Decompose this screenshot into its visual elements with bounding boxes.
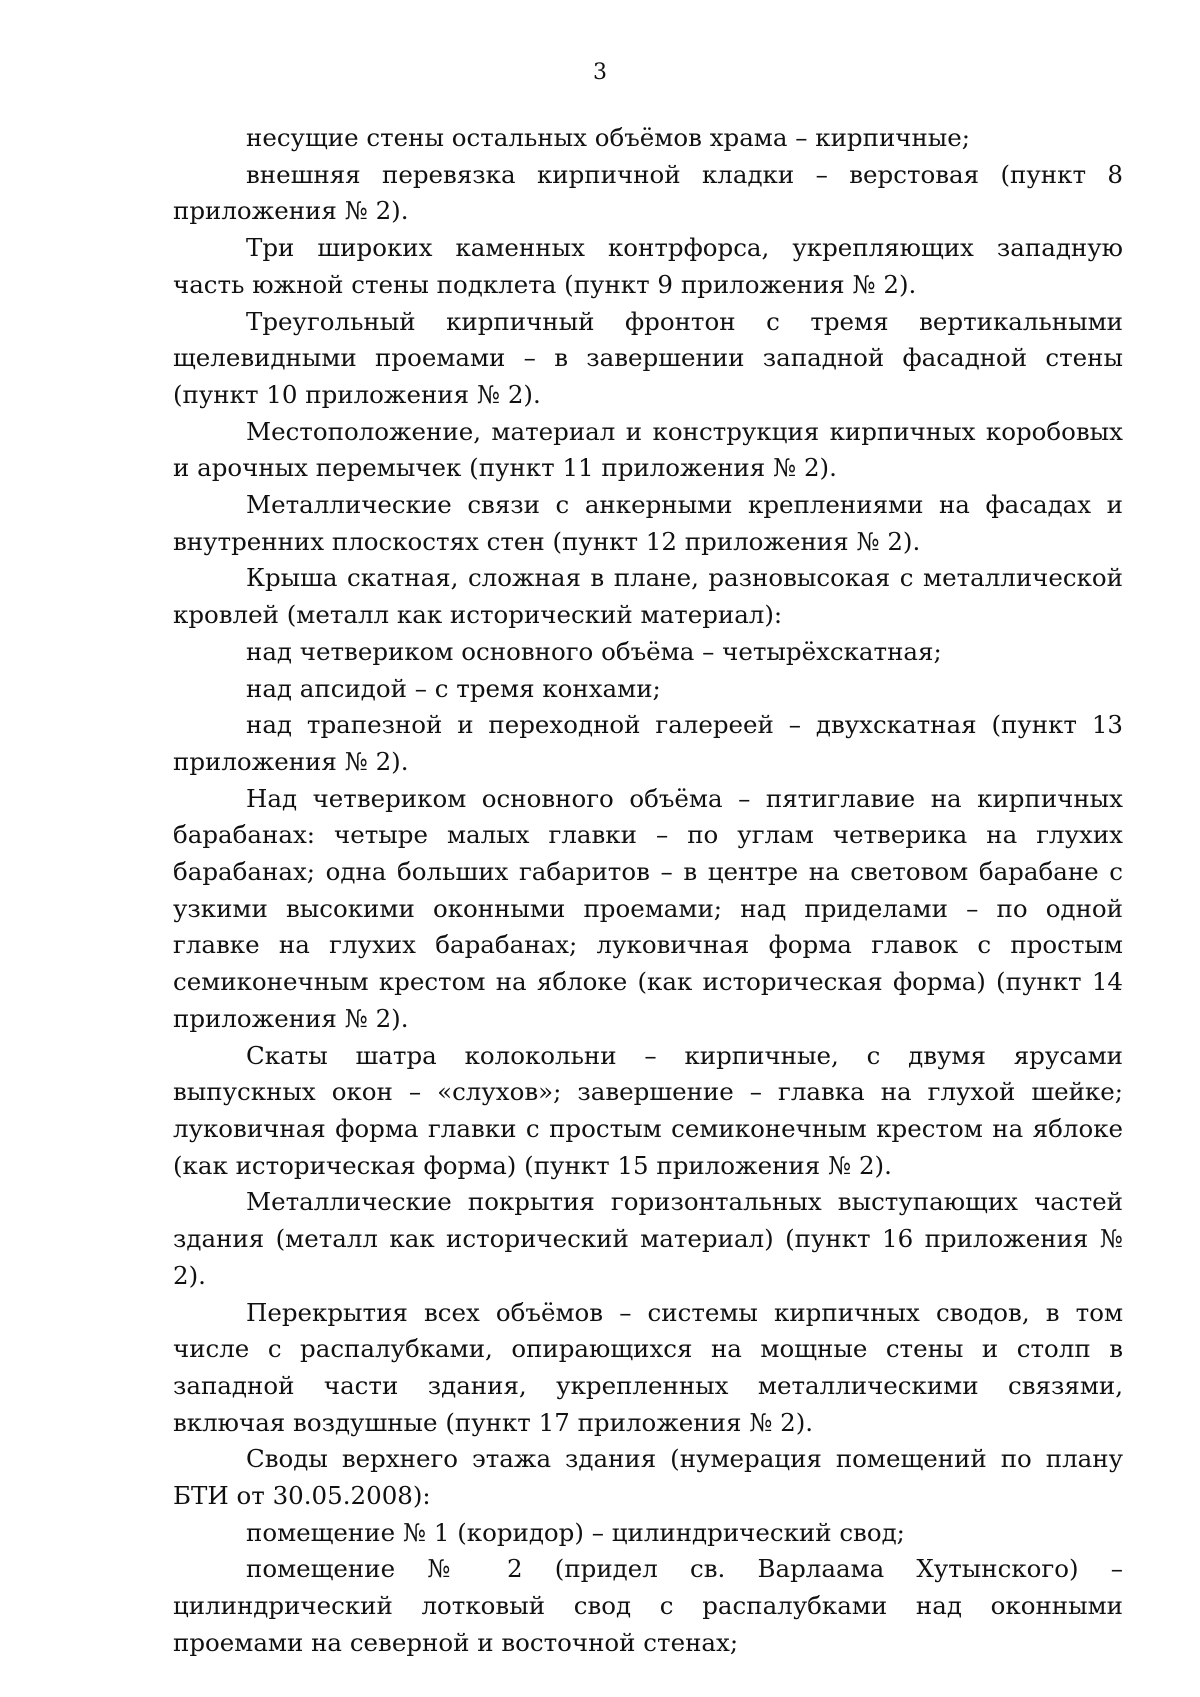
paragraph: Три широких каменных контрфорса, укрепляющих западную часть южной стены подклета (пункт 9 приложения № 2). [173, 233, 1123, 299]
paragraph: Металлические покрытия горизонтальных выступающих частей здания (металл как исторический материал) (пункт 16 приложения № 2). [173, 1187, 1123, 1290]
paragraph: Перекрытия всех объёмов – системы кирпичных сводов, в том числе с распалубками, опирающихся на мощные стены и столп в западной части здания, укрепленных металлическими связями, включая воздушные (пункт 17 приложения № 2). [173, 1297, 1123, 1437]
paragraph: Своды верхнего этажа здания (нумерация помещений по плану БТИ от 30.05.2008): [173, 1444, 1123, 1511]
paragraph: Над четвериком основного объёма – пятиглавие на кирпичных барабанах: четыре малых главки – по углам четверика на глухих барабанах; одна больших габаритов – в центре на световом барабане с узкими высокими оконными проемами; над приделами – по одной главке на глухих барабанах; луковичная форма главок с простым семиконечным крестом на яблоке (как историческая форма) (пункт 14 приложения № 2). [173, 783, 1123, 1033]
paragraph: Скаты шатра колокольни – кирпичные, с двумя ярусами выпускных окон – «слухов»; завершение – главка на глухой шейке; луковичная форма главки с простым семиконечным крестом на яблоке (как историческая форма) (пункт 15 приложения № 2). [173, 1040, 1123, 1180]
paragraph: несущие стены остальных объёмов храма – кирпичные; [246, 123, 971, 152]
paragraph: над четвериком основного объёма – четырёхскатная; [246, 636, 942, 666]
document-body [173, 120, 1123, 1662]
paragraph: Треугольный кирпичный фронтон с тремя вертикальными щелевидными проемами – в завершении западной фасадной стены (пункт 10 приложения № 2). [173, 306, 1123, 409]
paragraph: Крыша скатная, сложная в плане, разновысокая с металлической кровлей (металл как исторический материал): [173, 563, 1123, 630]
paragraph: помещение № 1 (коридор) – цилиндрический свод; [246, 1517, 905, 1547]
paragraph: Местоположение, материал и конструкция кирпичных коробовых и арочных перемычек (пункт 11 приложения № 2). [173, 416, 1123, 483]
paragraph: над апсидой – с тремя конхами; [246, 673, 661, 703]
paragraph: помещение № 2 (придел св. Варлаама Хутынского) – цилиндрический лотковый свод с распалубками над оконными проемами на северной и восточной стенах; [173, 1554, 1123, 1657]
paragraph: над трапезной и переходной галереей – двухскатная (пункт 13 приложения № 2). [173, 710, 1123, 776]
paragraph: внешняя перевязка кирпичной кладки – верстовая (пункт 8 приложения № 2). [173, 159, 1123, 226]
paragraph: Металлические связи с анкерными креплениями на фасадах и внутренних плоскостях стен (пункт 12 приложения № 2). [173, 490, 1123, 556]
page-number: 3 [593, 60, 607, 85]
